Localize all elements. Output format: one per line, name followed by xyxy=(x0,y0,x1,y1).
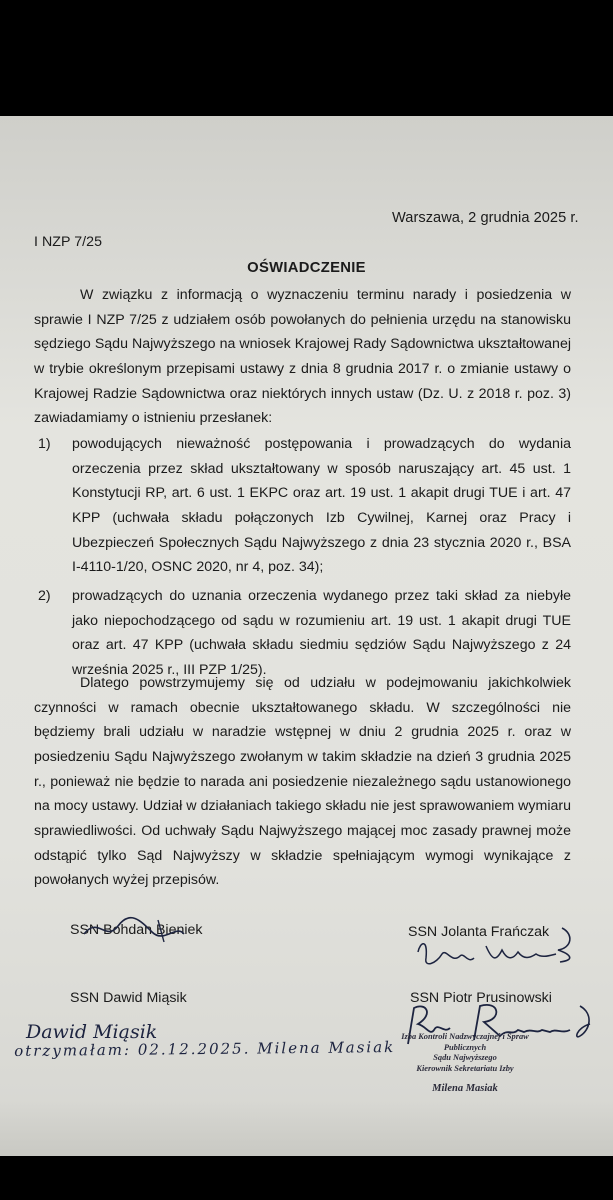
list-item-number: 1) xyxy=(38,436,51,452)
signature-bieniek xyxy=(80,914,190,948)
receipt-note-text: otrzymałam: 02.12.2025. Milena Masiak xyxy=(14,1038,396,1060)
stamp-line: Kierownik Sekretariatu Izby xyxy=(416,1063,514,1073)
conditions-list xyxy=(38,432,571,683)
signatory-name: SSN Dawid Miąsik xyxy=(70,990,187,1006)
date-line: Warszawa, 2 grudnia 2025 r. xyxy=(392,210,579,226)
intro-text: W związku z informacją o wyznaczeniu terminu narady i posiedzenia w sprawie I NZP 7/25 z udziałem osób powołanych do pełnienia urzędu na stanowisku sędziego Sądu Najwyższego na wniosek Krajowej Rady Sądownictwa ukształtowanej w trybie określonym przepisami ustawy z dnia 8 grudnia 2017 r. o zmianie ustawy o Krajowej Radzie Sądownictwa oraz niektórych innych ustaw (Dz. U. z 2018 r. poz. 3) zawiadamiamy o istnieniu przesłanek: xyxy=(34,287,571,427)
list-item-text: powodujących nieważność postępowania i prowadzących do wydania orzeczenia przez skład ukształtowany w sposób naruszający art. 45 ust. 1 Konstytucji RP, art. 6 ust. 1 EKPC oraz art. 19 ust. 1 akapit drugi TUE i art. 47 KPP (uchwała składu połączonych Izb Cywilnej, Karnej oraz Pracy i Ubezpieczeń Społecznych Sądu Najwyższego z dnia 23 stycznia 2020 r., BSA I-4110-1/20, OSNC 2020, nr 4, poz. 34); xyxy=(72,436,571,576)
signatory-name: SSN Bohdan Bieniek xyxy=(70,922,203,938)
stamp-name: Milena Masiak xyxy=(432,1083,498,1094)
signatory-name: SSN Jolanta Frańczak xyxy=(408,924,550,940)
list-item xyxy=(38,584,571,683)
conclusion-paragraph xyxy=(34,671,571,893)
handwritten-signature-text: Dawid Miąsik xyxy=(26,1021,158,1043)
stamp-line: Sądu Najwyższego xyxy=(433,1053,497,1062)
list-item-number: 2) xyxy=(38,587,51,604)
document-page xyxy=(0,116,613,1156)
case-reference: I NZP 7/25 xyxy=(34,234,103,250)
list-item-text: prowadzących do uznania orzeczenia wydanego przez taki skład za niebyłe jako niepochodzącego od sądu w rozumieniu art. 19 ust. 1 akapit drugi TUE oraz art. 47 KPP (uchwała składu siedmiu sędziów Sądu Najwyższego z 24 września 2025 r., III PZP 1/25). xyxy=(72,587,571,678)
signatory-name: SSN Piotr Prusinowski xyxy=(410,990,552,1006)
signature-franczak xyxy=(412,924,582,984)
document-title: OŚWIADCZENIE xyxy=(247,260,366,276)
conclusion-text: Dlatego powstrzymujemy się od udziału w podejmowaniu jakichkolwiek czynności w ramach obecnie ukształtowanego składu. W szczególności nie będziemy brali udziału w naradzie wstępnej w dniu 2 grudnia 2025 r. oraz w posiedzeniu Sądu Najwyższego zwołanym w takim składzie na dzień 3 grudnia 2025 r., ponieważ nie będzie to narada ani posiedzenie niezależnego sądu ustanowionego na mocy ustawy. Udział w działaniach takiego składu nie jest sprawowaniem wymiaru sprawiedliwości. Od uchwały Sądu Najwyższego mającej moc zasady prawnej może odstąpić tylko Sąd Najwyższy w składzie spełniającym wymogi wynikające z powołanych wyżej przepisów. xyxy=(34,675,571,889)
stamp-line: Izba Kontroli Nadzwyczajnej i Spraw Publicznych xyxy=(401,1032,529,1052)
intro-paragraph xyxy=(34,283,571,431)
receipt-note xyxy=(14,1036,514,1066)
list-item xyxy=(38,432,571,580)
